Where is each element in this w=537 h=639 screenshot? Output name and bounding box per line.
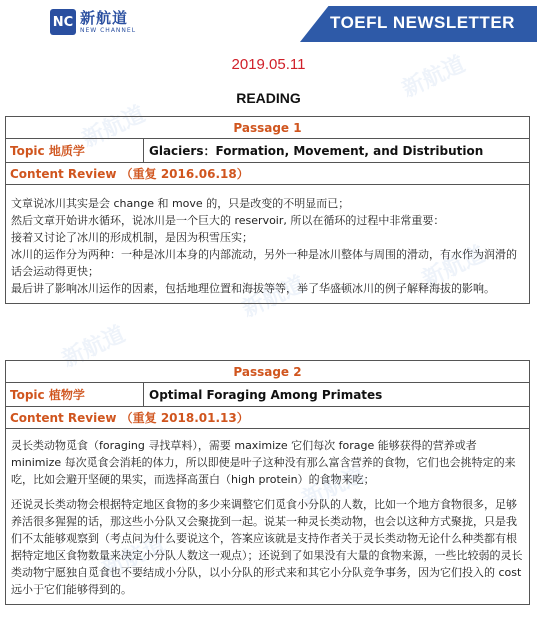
watermark-logo: 新航道 bbox=[398, 52, 470, 103]
topic-value: Glaciers：Formation, Movement, and Distribution bbox=[149, 144, 484, 158]
summary-line: 冰川的运作分为两种：一种是冰川本身的内部流动，另外一种是冰川整体与周围的滑动，有水作为润滑的话会运动得更快； bbox=[11, 248, 517, 278]
passage-summary bbox=[6, 185, 529, 303]
logo-mark-icon: NC bbox=[50, 9, 76, 35]
passage-1-box bbox=[5, 116, 530, 304]
logo-english-text: NEW CHANNEL bbox=[80, 26, 137, 34]
passage-title: Passage 2 bbox=[6, 361, 529, 383]
watermark-logo: 新航道 bbox=[298, 462, 370, 513]
watermark-logo: 新航道 bbox=[418, 242, 490, 293]
section-heading: READING bbox=[236, 90, 301, 106]
summary-paragraph: 灵长类动物觅食（foraging 寻找草料），需要 maximize 它们每次 forage 能够获得的营养或者 minimize 每次觅食会消耗的体力，所以即使是叶子这种没有那么富含营养的食物，它们也会挑特定的来吃，比如会避开坚硬的果实，而选择高蛋白（high protein）的食物来吃； bbox=[11, 439, 516, 486]
topic-row bbox=[6, 383, 529, 407]
content-review-label: Content Review （重复 2016.06.18） bbox=[6, 163, 529, 185]
passage-title: Passage 1 bbox=[6, 117, 529, 139]
topic-label: Topic 地质学 bbox=[6, 139, 144, 162]
content-review-label: Content Review （重复 2018.01.13） bbox=[6, 407, 529, 429]
new-channel-logo bbox=[50, 8, 136, 36]
watermark-logo: 新航道 bbox=[58, 322, 130, 373]
watermark-logo: 新航道 bbox=[238, 272, 310, 323]
summary-line: 然后文章开始讲水循环，说冰川是一个巨大的 reservoir, 所以在循环的过程中非常重要： bbox=[11, 214, 445, 227]
summary-line: 接着又讨论了冰川的形成机制，是因为积雪压实； bbox=[11, 231, 253, 244]
topic-label: Topic 植物学 bbox=[6, 383, 144, 406]
summary-paragraph: 还说灵长类动物会根据特定地区食物的多少来调整它们觅食小分队的人数，比如一个地方食物很多，足够养活很多猩猩的话，那这些小分队又会聚拢到一起。说某一种灵长类动物，也会以这种方式聚拢，只是我们不太能够观察到（考点问为什么要说这个，答案应该就是支持作者关于灵长类动物无论什么种类都有根据特定地区食物数量来决定小分队人数这一观点）；还说到了如果没有大量的食物来源，一些比较弱的灵长类动物宁愿独自觅食也不要结成小分队，以小分队的形式来和其它小分队竞争事务，因为它们投入的 cost 远小于它们能够得到的。 bbox=[11, 498, 523, 596]
topic-row bbox=[6, 139, 529, 163]
logo-chinese-text: 新航道 bbox=[80, 8, 129, 27]
passage-summary bbox=[6, 429, 529, 604]
summary-line: 最后讲了影响冰川运作的因素，包括地理位置和海拔等等，举了华盛顿冰川的例子解释海拔的影响。 bbox=[11, 282, 495, 295]
watermark-logo: 新航道 bbox=[78, 102, 150, 153]
watermark-logo: 新航道 bbox=[98, 532, 170, 583]
newsletter-date: 2019.05.11 bbox=[231, 56, 306, 73]
summary-line: 文章说冰川其实是会 change 和 move 的，只是改变的不明显而已； bbox=[11, 197, 350, 210]
topic-value: Optimal Foraging Among Primates bbox=[149, 388, 383, 402]
newsletter-header bbox=[0, 0, 537, 44]
passage-2-box bbox=[5, 360, 530, 605]
newsletter-title: TOEFL NEWSLETTER bbox=[330, 13, 515, 32]
